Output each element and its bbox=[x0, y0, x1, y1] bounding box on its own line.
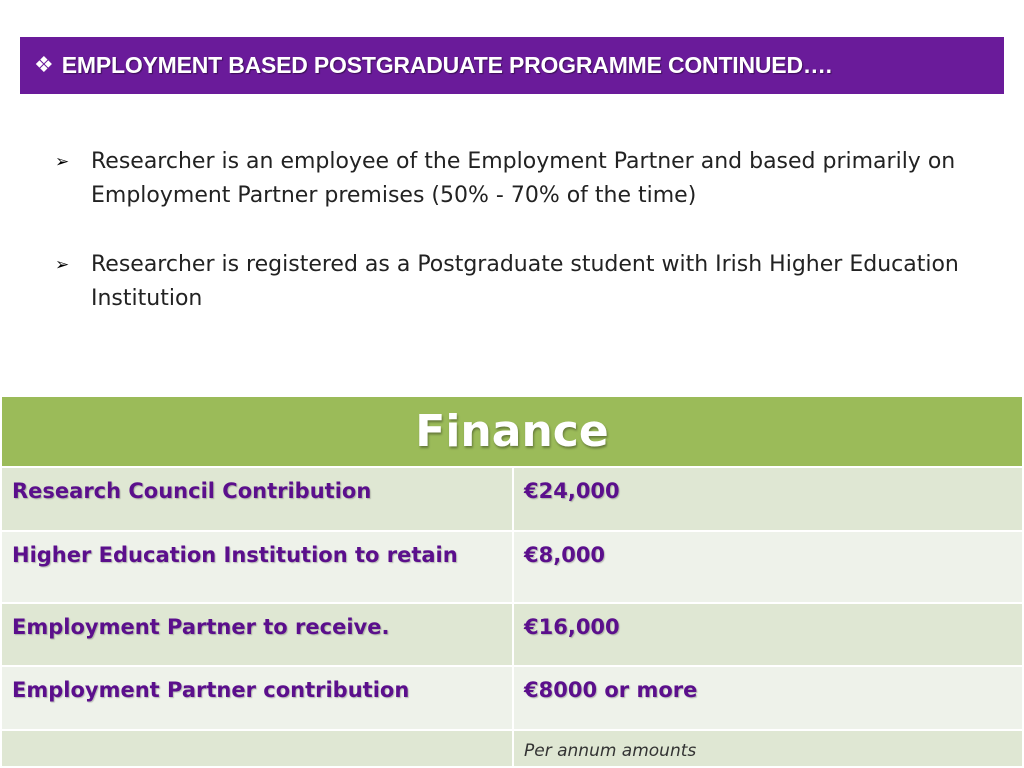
finance-header-row bbox=[1, 396, 1023, 467]
arrow-bullet-icon: ➢ bbox=[55, 152, 70, 172]
table-row bbox=[1, 531, 1023, 603]
finance-title: Finance bbox=[1, 396, 1023, 467]
arrow-bullet-icon: ➢ bbox=[55, 255, 70, 275]
slide-title-bar bbox=[20, 37, 1004, 94]
row-label: Higher Education Institution to retain bbox=[1, 531, 513, 603]
bullet-text: Researcher is registered as a Postgraduate student with Irish Higher Education Institution bbox=[91, 252, 959, 311]
row-label bbox=[1, 730, 513, 767]
bullet-item bbox=[55, 248, 1000, 316]
row-label: Employment Partner contribution bbox=[1, 666, 513, 730]
table-row bbox=[1, 666, 1023, 730]
row-value: €16,000 bbox=[513, 603, 1023, 666]
slide-title: EMPLOYMENT BASED POSTGRADUATE PROGRAMME CONTINUED…. bbox=[61, 52, 832, 78]
table-row bbox=[1, 730, 1023, 767]
bullet-list bbox=[55, 145, 1000, 351]
row-value: €8000 or more bbox=[513, 666, 1023, 730]
per-annum-note: Per annum amounts bbox=[513, 730, 1023, 767]
row-label: Employment Partner to receive. bbox=[1, 603, 513, 666]
row-value: €8,000 bbox=[513, 531, 1023, 603]
table-row bbox=[1, 467, 1023, 531]
bullet-text: Researcher is an employee of the Employment Partner and based primarily on Employment Partner premises (50% - 70% of the time) bbox=[91, 149, 956, 208]
row-value: €24,000 bbox=[513, 467, 1023, 531]
table-row bbox=[1, 603, 1023, 666]
finance-table bbox=[0, 395, 1024, 768]
diamond-bullet-icon: ❖ bbox=[34, 52, 54, 78]
row-label: Research Council Contribution bbox=[1, 467, 513, 531]
bullet-item bbox=[55, 145, 1000, 213]
